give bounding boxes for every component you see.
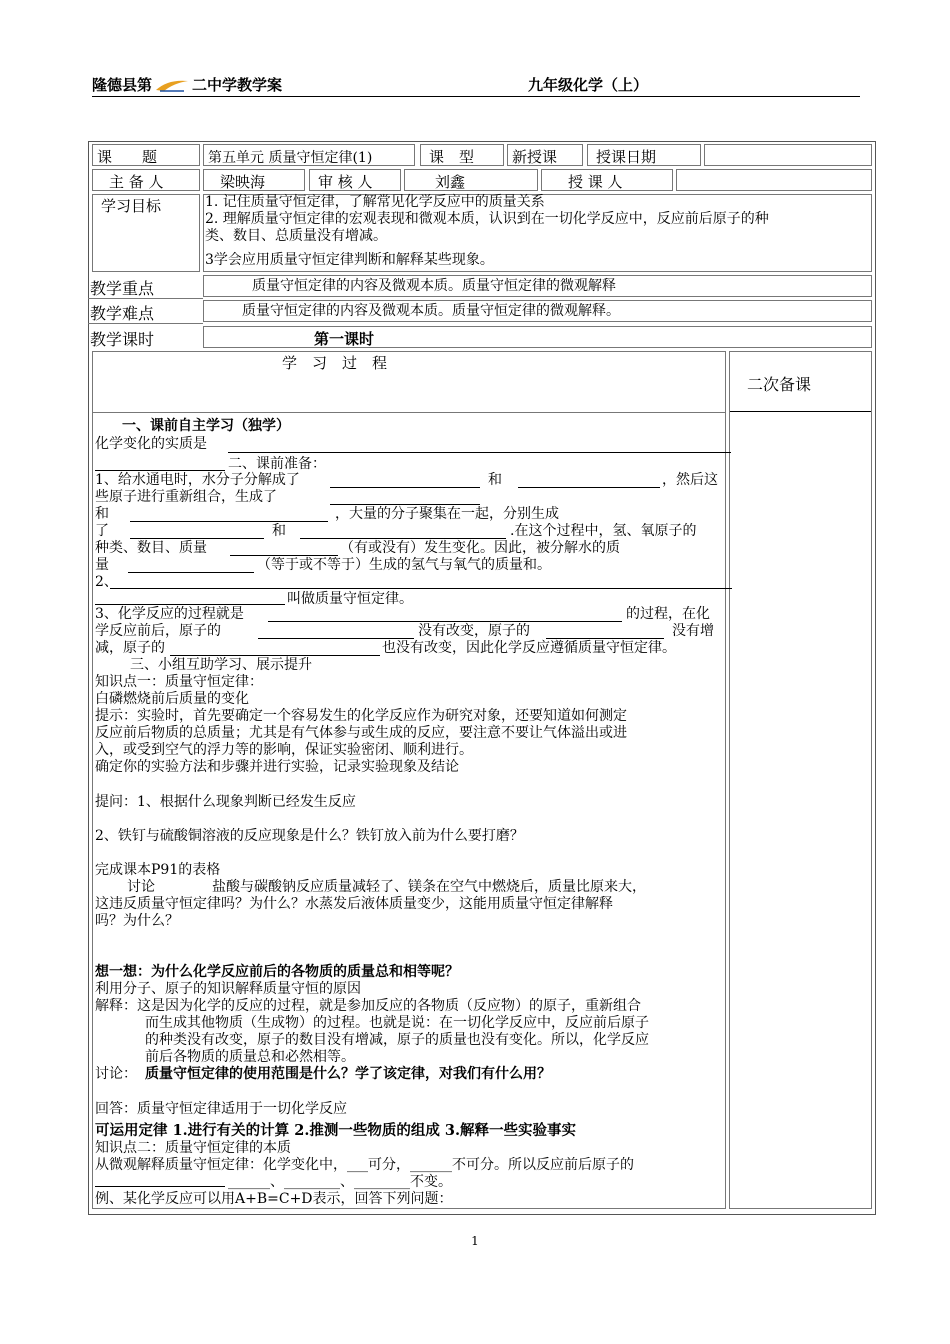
body-text: 和 [272, 523, 286, 539]
body-text: 的种类没有改变，原子的数目没有增减，原子的质量也没有变化。所以，化学反应 [145, 1032, 649, 1048]
body-text: 没有改变，原子的 [418, 623, 530, 639]
difficulty-label: 教学难点 [90, 304, 155, 323]
body-text: 提问：1、根据什么现象判断已经发生反应 [95, 794, 356, 810]
body-text: 种类、数目、质量 [95, 540, 207, 556]
body-text: 些原子进行重新组合，生成了 [95, 489, 277, 505]
answer-blank [330, 487, 480, 488]
body-text: 知识点一：质量守恒定律： [95, 674, 263, 690]
body-text: 化学变化的实质是 [95, 436, 207, 452]
body-text: 讨论 [127, 879, 155, 895]
reviewer-label: 审 核 人 [318, 173, 373, 191]
date-label-cell [587, 144, 701, 166]
body-text: （有或没有）发生变化。因此，被分解水的质 [340, 540, 620, 556]
body-text: 没有增 [672, 623, 714, 639]
period-cell [203, 326, 872, 348]
date-cell [704, 144, 872, 166]
teacher-label-cell [541, 169, 673, 191]
body-text: （等于或不等于）生成的氢气与氧气的质量和。 [257, 557, 551, 573]
divider [88, 298, 203, 299]
body-text: .在这个过程中，氢、氧原子的 [510, 523, 697, 539]
body-text: 这违反质量守恒定律吗？为什么？水蒸发后液体质量变少，这能用质量守恒定律解释 [95, 896, 613, 912]
answer-blank [258, 638, 414, 639]
body-text: 的过程，在化 [626, 606, 710, 622]
preparer-value: 梁映海 [220, 173, 266, 191]
body-text: ，大量的分子聚集在一起，分别生成 [335, 506, 559, 522]
teacher-cell [676, 169, 872, 191]
body-text: 反应前后物质的总质量；尤其是有气体参与或生成的反应，要注意不要让气体溢出或进 [95, 725, 627, 741]
difficulty-cell [203, 300, 872, 322]
page-header [92, 70, 860, 97]
body-text: 白磷燃烧前后质量的变化 [95, 691, 249, 707]
answer-blank [170, 655, 380, 656]
preparer-label-cell [92, 169, 200, 191]
body-text: 知识点二：质量守恒定律的本质 [95, 1140, 291, 1156]
school-name: 隆德县第 二中学教学案 [92, 76, 283, 94]
key-label: 教学重点 [90, 279, 155, 298]
divider [88, 323, 203, 324]
answer-blank [110, 588, 732, 589]
body-text: 吗？为什么？ [95, 913, 179, 929]
goals-label: 学习目标 [101, 197, 162, 215]
divider [93, 412, 726, 413]
topic-value: 第五单元 质量守恒定律(1) [208, 150, 373, 166]
preparer-cell [203, 169, 305, 191]
body-text: 量 [95, 557, 109, 573]
answer-blank [95, 470, 225, 471]
answer-blank [230, 555, 338, 556]
second-prep-title: 二次备课 [747, 375, 812, 394]
goal-line: 2. 理解质量守恒定律的宏观表现和微观本质，认识到在一切化学反应中，反应前后原子的种 [205, 211, 769, 227]
answer-blank [518, 487, 660, 488]
topic-label: 课 题 [97, 148, 158, 166]
difficulty-label-cell [88, 300, 202, 323]
body-text: 可运用定律 1.进行有关的计算 2.推测一些物质的组成 3.解释一些实验事实 [95, 1122, 577, 1139]
answer-blank [300, 538, 506, 539]
body-text: 回答：质量守恒定律适用于一切化学反应 [95, 1101, 347, 1117]
key-label-cell [88, 275, 202, 298]
body-text: 而生成其他物质（生成物）的过程。也就是说：在一切化学反应中，反应前后原子 [145, 1015, 649, 1031]
reviewer-cell [404, 169, 538, 191]
section-title: 三、小组互助学习、展示提升 [130, 657, 312, 673]
type-cell [507, 144, 583, 166]
body-text: 确定你的实验方法和步骤并进行实验，记录实验现象及结论 [95, 759, 459, 775]
date-label: 授课日期 [596, 148, 657, 166]
teacher-label: 授 课 人 [568, 173, 623, 191]
type-label: 课 型 [429, 148, 475, 166]
body-text: 学反应前后，原子的 [95, 623, 221, 639]
type-label-cell [420, 144, 504, 166]
answer-blank [330, 504, 480, 505]
answer-blank [130, 538, 264, 539]
body-text: 和 [488, 472, 502, 488]
goals-label-cell [92, 194, 200, 272]
answer-blank [268, 621, 622, 622]
reviewer-label-cell [309, 169, 401, 191]
period-label-cell [88, 326, 202, 349]
body-text: 了 [95, 523, 109, 539]
body-text: ______、________、________不变。 [228, 1174, 452, 1190]
key-cell [203, 275, 872, 297]
period-text: 第一课时 [314, 330, 375, 348]
body-text: 从微观解释质量守恒定律：化学变化中，___可分，______不可分。所以反应前后原子的 [95, 1157, 634, 1173]
answer-blank [95, 604, 285, 605]
answer-blank [228, 452, 731, 453]
body-text: 和 [95, 506, 109, 522]
reviewer-value: 刘鑫 [435, 173, 466, 191]
body-text: 讨论： [95, 1066, 137, 1082]
body-text: 1、给水通电时，水分子分解成了 [95, 472, 300, 488]
divider [730, 411, 871, 412]
goal-line: 1. 记住质量守恒定律，了解常见化学反应中的质量关系 [205, 194, 545, 210]
body-text: 2、铁钉与硫酸铜溶液的反应现象是什么？铁钉放入前为什么要打磨？ [95, 828, 524, 844]
topic-label-cell [92, 144, 200, 166]
grade-title: 九年级化学（上） [528, 76, 649, 94]
preparer-label: 主 备 人 [109, 173, 164, 191]
section-title: 一、课前自主学习（独学） [122, 418, 290, 434]
answer-blank [128, 572, 254, 573]
body-text: 前后各物质的质量总和必然相等。 [145, 1049, 355, 1065]
body-text: 解释：这是因为化学的反应的过程，就是参加反应的各物质（反应物）的原子，重新组合 [95, 998, 641, 1014]
key-text: 质量守恒定律的内容及微观本质。质量守恒定律的微观解释 [252, 278, 616, 294]
body-text: 也没有改变，因此化学反应遵循质量守恒定律。 [382, 640, 676, 656]
topic-cell [203, 144, 415, 166]
school-logo-icon [154, 77, 190, 93]
body-text: 利用分子、原子的知识解释质量守恒的原因 [95, 981, 361, 997]
body-text: ，然后这 [662, 472, 718, 488]
body-text: 完成课本P91的表格 [95, 862, 221, 878]
answer-blank [546, 638, 664, 639]
body-text: 入，或受到空气的浮力等的影响，保证实验密闭、顺利进行。 [95, 742, 473, 758]
body-text: 盐酸与碳酸钠反应质量减轻了、镁条在空气中燃烧后，质量比原来大， [212, 879, 646, 895]
body-text: 质量守恒定律的使用范围是什么？学了该定律，对我们有什么用？ [145, 1066, 551, 1082]
body-text: 提示：实验时，首先要确定一个容易发生的化学反应作为研究对象，还要知道如何测定 [95, 708, 627, 724]
answer-blank [95, 1186, 225, 1187]
answer-blank [130, 521, 328, 522]
goal-line: 3学会应用质量守恒定律判断和解释某些现象。 [205, 252, 494, 268]
body-text: 想一想：为什么化学反应前后的各物质的质量总和相等呢？ [95, 964, 459, 980]
difficulty-text: 质量守恒定律的内容及微观本质。质量守恒定律的微观解释。 [242, 303, 620, 319]
body-text: 叫做质量守恒定律。 [287, 591, 413, 607]
section-title: 二、课前准备： [228, 456, 326, 472]
page-number: 1 [471, 1234, 479, 1248]
period-label: 教学课时 [90, 330, 155, 349]
second-prep-cell [729, 351, 872, 1209]
body-text: 例、某化学反应可以用A+B=C+D表示，回答下列问题： [95, 1191, 453, 1207]
body-text: 3、化学反应的过程就是 [95, 606, 244, 622]
body-text: 2、 [95, 574, 118, 590]
body-text: 减，原子的 [95, 640, 165, 656]
type-value: 新授课 [512, 148, 558, 166]
process-title: 学 习 过 程 [282, 354, 388, 372]
goal-line: 类、数目、总质量没有增减。 [205, 228, 387, 244]
